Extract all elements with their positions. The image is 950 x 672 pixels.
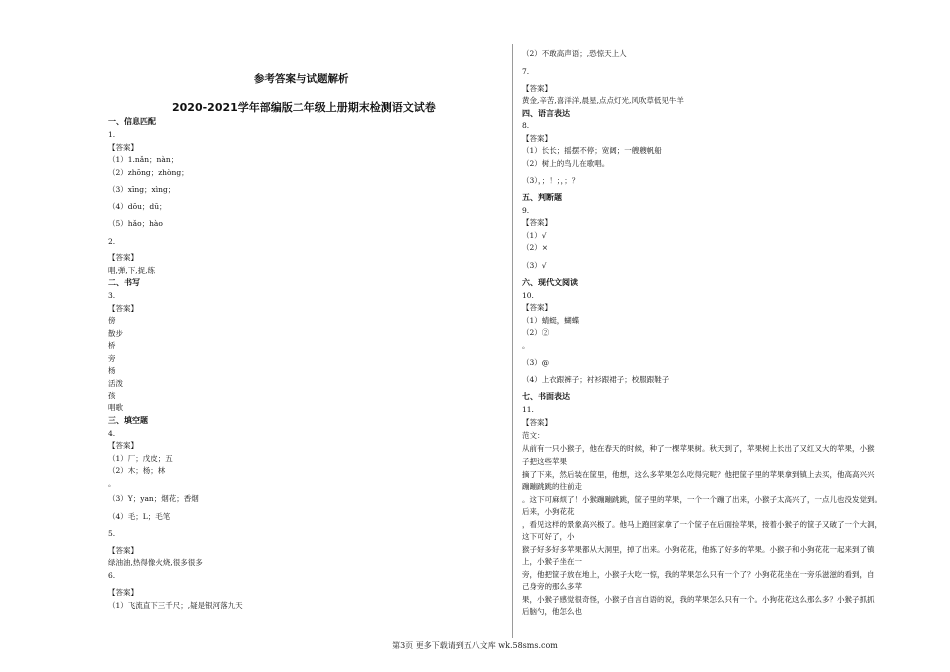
text-line: （4）dōu；dū； <box>108 202 167 211</box>
text-line: 绿油油,热得像火烧,很多很多 <box>108 558 203 567</box>
text-line: 活泼 <box>108 379 123 388</box>
text-line: 旁，他把筐子放在地上，小猴子大吃一惊，我的苹果怎么只有一个了？小狗花花坐在一旁乐滋滋的看到，自 <box>522 570 875 579</box>
text-line: 【答案】 <box>522 418 552 427</box>
text-line: 黄金,辛苦,喜洋洋,晨星,点点灯光,风吹草低见牛羊 <box>522 96 684 105</box>
text-line: 猴子好多好多苹果都从大洞里，掉了出来。小狗花花，他拣了好多的苹果。小猴子和小狗花花一起来到了镇 <box>522 545 875 554</box>
text-line: （2）× <box>522 243 549 252</box>
text-line: 孩 <box>108 391 116 400</box>
text-line: 7. <box>522 67 530 76</box>
text-line: （4）毛；L；毛笔 <box>108 512 171 521</box>
text-line: 1. <box>108 130 116 139</box>
text-line: 【答案】 <box>108 143 138 152</box>
text-line: （2）zhōng；zhòng； <box>108 168 189 177</box>
column-divider <box>512 44 513 638</box>
text-line: 11. <box>522 405 534 414</box>
text-line: 傍 <box>108 316 116 325</box>
text-line: 散步 <box>108 329 123 338</box>
text-line: 己身旁的那么多苹 <box>522 582 582 591</box>
text-line: （4）上衣跟裤子；衬衫跟裙子；校服跟鞋子 <box>522 375 670 384</box>
text-line: 这下可好了，小 <box>522 532 575 541</box>
text-line: 【答案】 <box>108 304 138 313</box>
text-line: 子把这些苹果 <box>522 457 567 466</box>
text-line: （1）1.nǎn；nàn； <box>108 155 179 164</box>
page-footer: 第3页 更多下载请到五八文库 wk.58sms.com <box>392 641 558 650</box>
text-line: 从前有一只小猴子，他在春天的时候，种了一棵苹果树。秋天到了，苹果树上长出了又红又大的苹果，小猴 <box>522 444 875 453</box>
text-line: （3）Y；yan；烟花；香烟 <box>108 494 199 503</box>
section-heading: 二、书写 <box>108 278 140 287</box>
text-line: 【答案】 <box>522 218 552 227</box>
text-line: 唱,弹,下,捉,练 <box>108 266 156 275</box>
text-line: 杨 <box>108 366 116 375</box>
text-line: 3. <box>108 291 116 300</box>
section-heading: 七、书面表达 <box>522 392 570 401</box>
text-line: 后脑勺，他怎么也 <box>522 607 582 616</box>
text-line: 。 <box>108 479 116 488</box>
text-line: （2）树上的鸟儿在歌唱。 <box>522 159 610 168</box>
text-line: （3），；！；，；？ <box>522 176 580 185</box>
text-line: 后来，小狗花花 <box>522 507 575 516</box>
page-title: 参考答案与试题解析 <box>254 73 349 85</box>
text-line: 桥 <box>108 341 116 350</box>
text-line: 摘了下来，然后装在筐里，他想，这么多苹果怎么吃得完呢？他把筐子里的苹果拿到镇上去买，他高高兴兴 <box>522 470 875 479</box>
section-heading: 四、语言表达 <box>522 109 570 118</box>
text-line: 【答案】 <box>522 303 552 312</box>
text-line: 4. <box>108 429 116 438</box>
text-line: 9. <box>522 206 530 215</box>
text-line: 【答案】 <box>522 134 552 143</box>
text-line: （2）不敢高声语；,恐惊天上人 <box>522 49 627 58</box>
text-line: 【答案】 <box>108 546 138 555</box>
section-heading: 六、现代文阅读 <box>522 278 578 287</box>
text-line: （2）木；杨；林 <box>108 466 166 475</box>
page-subtitle: 2020-2021学年部编版二年级上册期末检测语文试卷 <box>172 101 436 114</box>
text-line: （1）蜻蜓，蝴蝶 <box>522 316 580 325</box>
text-line: 5. <box>108 529 116 538</box>
text-line: （2）② <box>522 328 550 337</box>
text-line: 【答案】 <box>108 441 138 450</box>
section-heading: 三、填空题 <box>108 416 148 425</box>
text-line: （1）厂；戊皮；五 <box>108 454 173 463</box>
section-heading: 一、信息匹配 <box>108 117 156 126</box>
text-line: 。这下可麻烦了！小猴蹦蹦跳跳，筐子里的苹果，一个一个蹦了出来，小猴子太高兴了，一点儿也没发觉到。 <box>522 495 882 504</box>
text-line: 8. <box>522 121 530 130</box>
text-line: （1）√ <box>522 231 547 240</box>
text-line: （1）飞流直下三千尺；,疑是银河落九天 <box>108 601 243 610</box>
text-line: 唱歌 <box>108 403 123 412</box>
section-heading: 五、判断题 <box>522 193 562 202</box>
text-line: （3）xīng；xìng； <box>108 185 176 194</box>
text-line: ，看见这样的景象高兴极了。他马上跑回家拿了一个筐子在后面捡苹果，接着小猴子的筐子又破了一个大洞， <box>522 520 882 529</box>
text-line: 蹦蹦跳跳的往前走 <box>522 482 582 491</box>
text-line: 范文： <box>522 431 545 440</box>
text-line: 10. <box>522 291 534 300</box>
text-line: 果，小猴子感觉很奇怪，小猴子自言自语的说，我的苹果怎么只有一个。小狗花花这么那么多？小猴子抓抓 <box>522 595 875 604</box>
text-line: 【答案】 <box>522 84 552 93</box>
text-line: 【答案】 <box>108 253 138 262</box>
text-line: 【答案】 <box>108 588 138 597</box>
text-line: （1）长长；摇摆不停；宽阔；一艘艘帆船 <box>522 146 662 155</box>
text-line: （3）√ <box>522 261 547 270</box>
text-line: 上，小猴子坐在一 <box>522 557 582 566</box>
text-line: 旁 <box>108 354 116 363</box>
text-line: （3）@ <box>522 358 550 367</box>
text-line: 2. <box>108 237 116 246</box>
text-line: 6. <box>108 571 116 580</box>
text-line: 。 <box>522 341 530 350</box>
text-line: （5）hǎo；hào <box>108 219 163 228</box>
